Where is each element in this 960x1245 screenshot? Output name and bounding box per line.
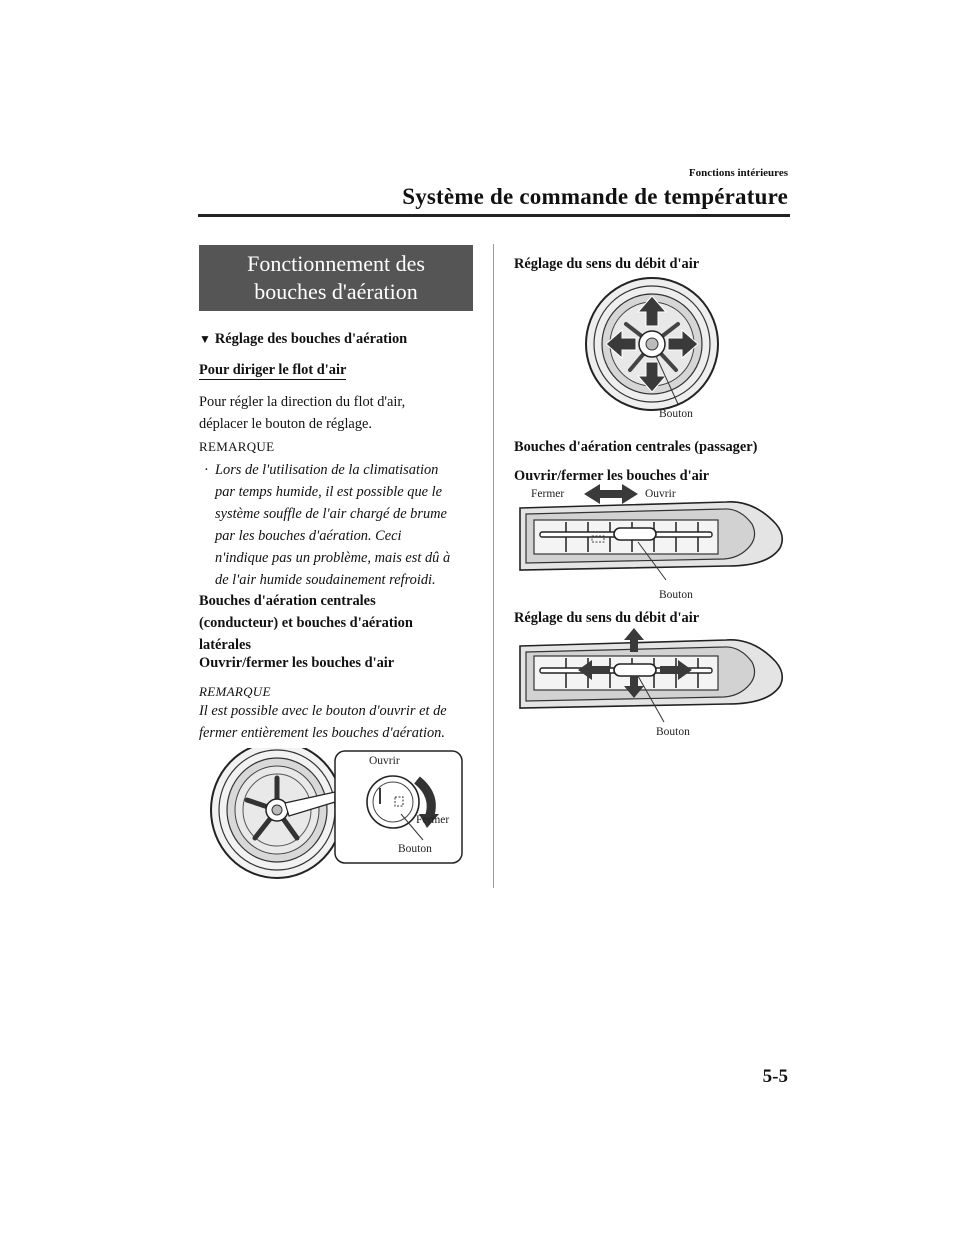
column-divider [493, 244, 494, 888]
fig1-knob-label: Bouton [398, 843, 432, 855]
fig1-close-label: Fermer [416, 814, 450, 826]
note-line: de l'air humide soudainement refroidi. [215, 572, 436, 588]
horizontal-vent-direction-figure [514, 626, 794, 728]
fig3-knob-label: Bouton [659, 589, 693, 601]
side-heading-line: latérales [199, 637, 251, 653]
note-2-line-1: Il est possible avec le bouton d'ouvrir et de [199, 703, 447, 719]
fig3-close-label: Fermer [531, 488, 565, 500]
subheading [199, 359, 481, 381]
fig3-open-label: Ouvrir [645, 488, 676, 500]
note-bullet [199, 459, 479, 591]
knob-dial [367, 776, 419, 828]
section-name: Fonctions intérieures [688, 167, 788, 179]
direction-heading: Réglage du sens du débit d'air [514, 256, 700, 272]
direction-heading-2: Réglage du sens du débit d'air [514, 610, 700, 626]
side-heading-line: (conducteur) et bouches d'aération [199, 615, 413, 631]
banner-line-2: bouches d'aération [254, 279, 418, 304]
triangle-marker-icon: ▼ [199, 332, 211, 346]
note-line: par les bouches d'aération. Ceci [215, 528, 402, 544]
note-2-line-2: fermer entièrement les bouches d'aération. [199, 725, 445, 741]
note-line: Lors de l'utilisation de la climatisation [215, 462, 439, 478]
note-line: n'indique pas un problème, mais est dû à [215, 550, 451, 566]
side-heading-line: Bouches d'aération centrales [199, 593, 376, 609]
passenger-open-close-heading: Ouvrir/fermer les bouches d'air [514, 468, 710, 484]
fig1-open-label: Ouvrir [369, 755, 400, 767]
fig4-knob-label: Bouton [656, 726, 690, 738]
open-close-heading: Ouvrir/fermer les bouches d'air [199, 655, 395, 671]
note-label-2: REMARQUE [199, 684, 271, 699]
round-vent-direction-figure [582, 276, 728, 414]
note-line: par temps humide, il est possible que le [215, 484, 443, 500]
banner-line-1: Fonctionnement des [247, 251, 425, 276]
section-heading-text: Réglage des bouches d'aération [214, 331, 408, 347]
note-2-text [199, 700, 489, 744]
bullet-dot-icon: · [204, 462, 209, 478]
horizontal-vent-illustration [520, 640, 782, 708]
intro-text [199, 391, 481, 435]
note-line: système souffle de l'air chargé de brume [215, 506, 447, 522]
section-heading [199, 328, 481, 350]
header-rule [198, 214, 790, 217]
page-title: Système de commande de température [402, 184, 788, 209]
round-vent-illustration [211, 748, 343, 878]
topic-banner [199, 245, 473, 311]
note-label: REMARQUE [199, 439, 275, 454]
subheading-text: Pour diriger le flot d'air [199, 362, 347, 378]
side-vents-heading [199, 590, 481, 656]
intro-line-1: Pour régler la direction du flot d'air, [199, 394, 406, 410]
page-number: 5-5 [762, 1066, 788, 1087]
passenger-vents-heading: Bouches d'aération centrales (passager) [514, 439, 758, 455]
fig2-knob-label: Bouton [659, 408, 693, 420]
intro-line-2: déplacer le bouton de réglage. [199, 416, 373, 432]
open-close-arrow-icon [584, 484, 638, 504]
